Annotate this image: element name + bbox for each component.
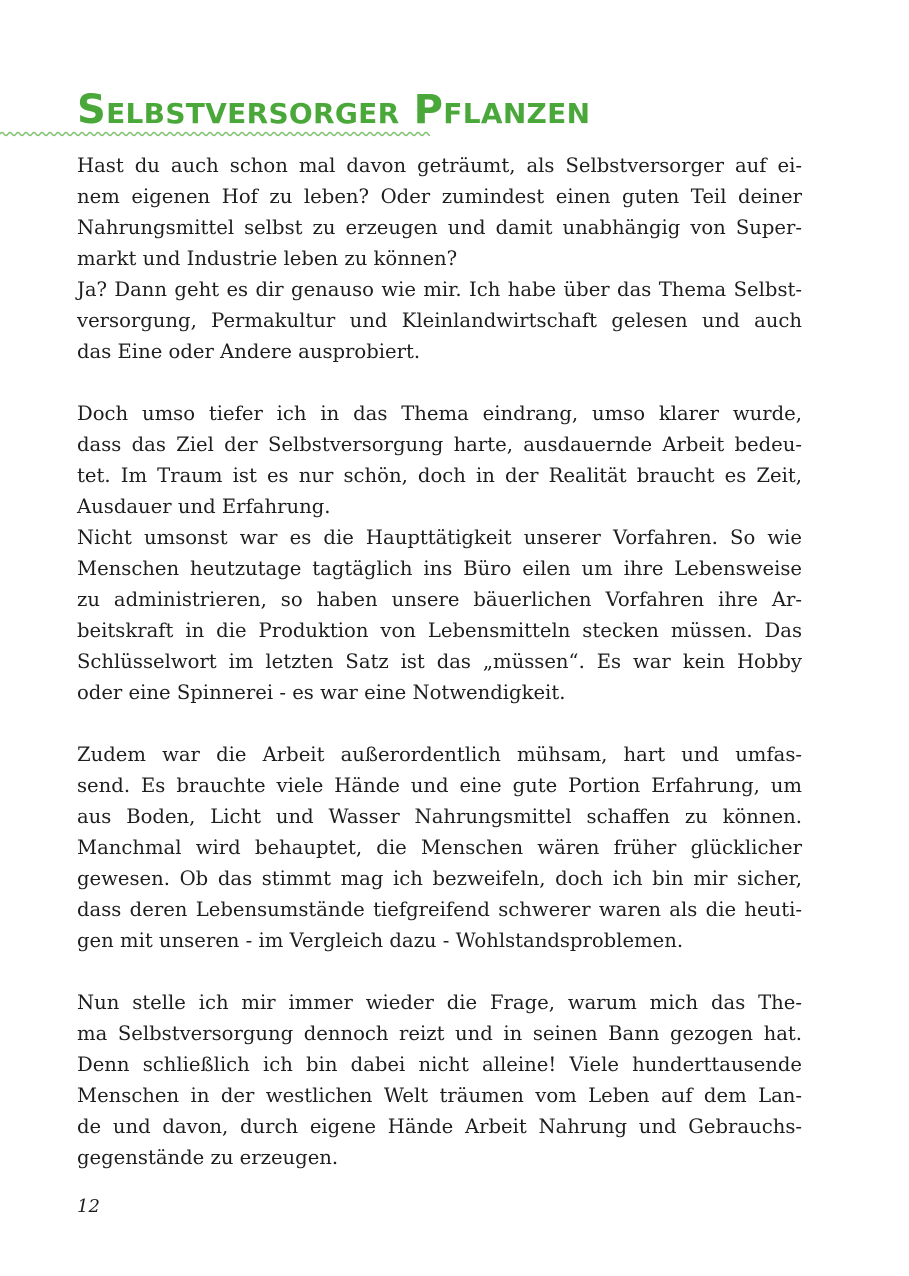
- text-line: Ja? Dann geht es dir genauso wie mir. Ich habe über das Thema Selbst-: [77, 278, 802, 301]
- text-line: Ausdauer und Erfahrung.: [77, 495, 331, 518]
- text-line: beitskraft in die Produktion von Lebensmitteln stecken müssen. Das: [77, 619, 802, 642]
- text-line: nem eigenen Hof zu leben? Oder zumindest einen guten Teil deiner: [77, 185, 802, 208]
- text-line: de und davon, durch eigene Hände Arbeit Nahrung und Gebrauchs-: [77, 1115, 802, 1138]
- text-line: dass deren Lebensumstände tiefgreifend schwerer waren als die heuti-: [77, 898, 802, 921]
- text-line: versorgung, Permakultur und Kleinlandwirtschaft gelesen und auch: [77, 309, 802, 332]
- page-title: Selbstversorger Pflanzen: [77, 87, 591, 133]
- text-line: Denn schließlich ich bin dabei nicht alleine! Viele hunderttausende: [77, 1053, 802, 1076]
- text-line: gen mit unseren - im Vergleich dazu - Wohlstandsproblemen.: [77, 929, 684, 952]
- text-line: Nun stelle ich mir immer wieder die Frage, warum mich das The-: [77, 991, 802, 1014]
- text-line: Zudem war die Arbeit außerordentlich mühsam, hart und umfas-: [77, 743, 802, 766]
- text-line: aus Boden, Licht und Wasser Nahrungsmittel schaffen zu können.: [77, 805, 802, 828]
- text-line: Nahrungsmittel selbst zu erzeugen und damit unabhängig von Super-: [77, 216, 802, 239]
- paragraph-3: [77, 739, 802, 956]
- paragraph-2: [77, 398, 802, 708]
- text-line: oder eine Spinnerei - es war eine Notwendigkeit.: [77, 681, 566, 704]
- text-line: ma Selbstversorgung dennoch reizt und in seinen Bann gezogen hat.: [77, 1022, 802, 1045]
- text-line: Nicht umsonst war es die Haupttätigkeit unserer Vorfahren. So wie: [77, 526, 802, 549]
- paragraph-1: [77, 150, 802, 367]
- wave-path: [0, 133, 430, 136]
- text-line: markt und Industrie leben zu können?: [77, 247, 458, 270]
- text-line: gegenstände zu erzeugen.: [77, 1146, 339, 1169]
- text-line: Schlüsselwort im letzten Satz ist das „müssen“. Es war kein Hobby: [77, 650, 802, 673]
- text-line: dass das Ziel der Selbstversorgung harte, ausdauernde Arbeit bedeu-: [77, 433, 802, 456]
- body-text: [77, 150, 802, 1204]
- text-line: Menschen in der westlichen Welt träumen vom Leben auf dem Lan-: [77, 1084, 802, 1107]
- text-line: zu administrieren, so haben unsere bäuerlichen Vorfahren ihre Ar-: [77, 588, 802, 611]
- text-line: Menschen heutzutage tagtäglich ins Büro eilen um ihre Lebensweise: [77, 557, 802, 580]
- text-line: send. Es brauchte viele Hände und eine gute Portion Erfahrung, um: [77, 774, 802, 797]
- text-line: Hast du auch schon mal davon geträumt, als Selbstversorger auf ei-: [77, 154, 802, 177]
- page-number: 12: [77, 1196, 100, 1217]
- text-line: Doch umso tiefer ich in das Thema eindrang, umso klarer wurde,: [77, 402, 802, 425]
- text-line: tet. Im Traum ist es nur schön, doch in der Realität braucht es Zeit,: [77, 464, 802, 487]
- text-line: das Eine oder Andere ausprobiert.: [77, 340, 421, 363]
- text-line: gewesen. Ob das stimmt mag ich bezweifeln, doch ich bin mir sicher,: [77, 867, 802, 890]
- text-line: Manchmal wird behauptet, die Menschen wären früher glücklicher: [77, 836, 802, 859]
- paragraph-4: [77, 987, 802, 1173]
- title-underline-wave: [0, 128, 430, 140]
